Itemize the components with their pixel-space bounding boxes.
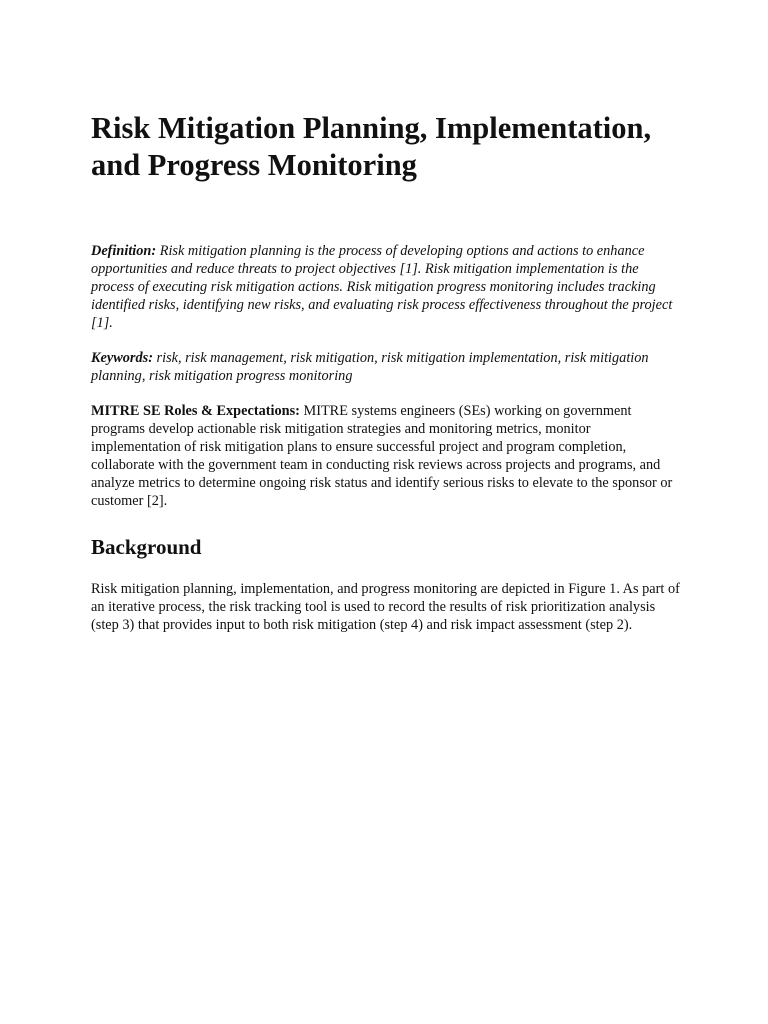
background-paragraph: Risk mitigation planning, implementation, and progress monitoring are depicted in Figure 1. As part of an iterative process, the risk tracking tool is used to record the results of risk prioritization analysis (step 3) that provides input to both risk mitigation (step 4) and risk impact assessment (step 2). [91,581,680,633]
keywords-paragraph [91,349,682,385]
definition-label: Definition: [91,243,157,259]
keywords-label: Keywords: [91,350,153,366]
definition-text: Risk mitigation planning is the process of developing options and actions to enhance opportunities and reduce threats to project objectives [1]. Risk mitigation implementation is the process of executing risk mitigation actions. Risk mitigation progress monitoring includes tracking identified risks, identifying new risks, and evaluating risk process effectiveness throughout the project [1]. [91,243,673,331]
page-title: Risk Mitigation Planning, Implementation, and Progress Monitoring [91,111,652,182]
roles-text: MITRE systems engineers (SEs) working on government programs develop actionable risk mitigation strategies and monitoring metrics, monitor implementation of risk mitigation plans to ensure successful project and program completion, collaborate with the government team in conducting risk reviews across projects and programs, and analyze metrics to determine ongoing risk status and identify serious risks to elevate to the sponsor or customer [2]. [91,403,673,509]
definition-paragraph [91,242,682,332]
background-heading: Background [91,535,202,559]
roles-paragraph [91,402,682,510]
roles-label: MITRE SE Roles & Expectations: [91,403,300,419]
keywords-text: risk, risk management, risk mitigation, risk mitigation implementation, risk mitigation planning, risk mitigation progress monitoring [91,350,649,384]
